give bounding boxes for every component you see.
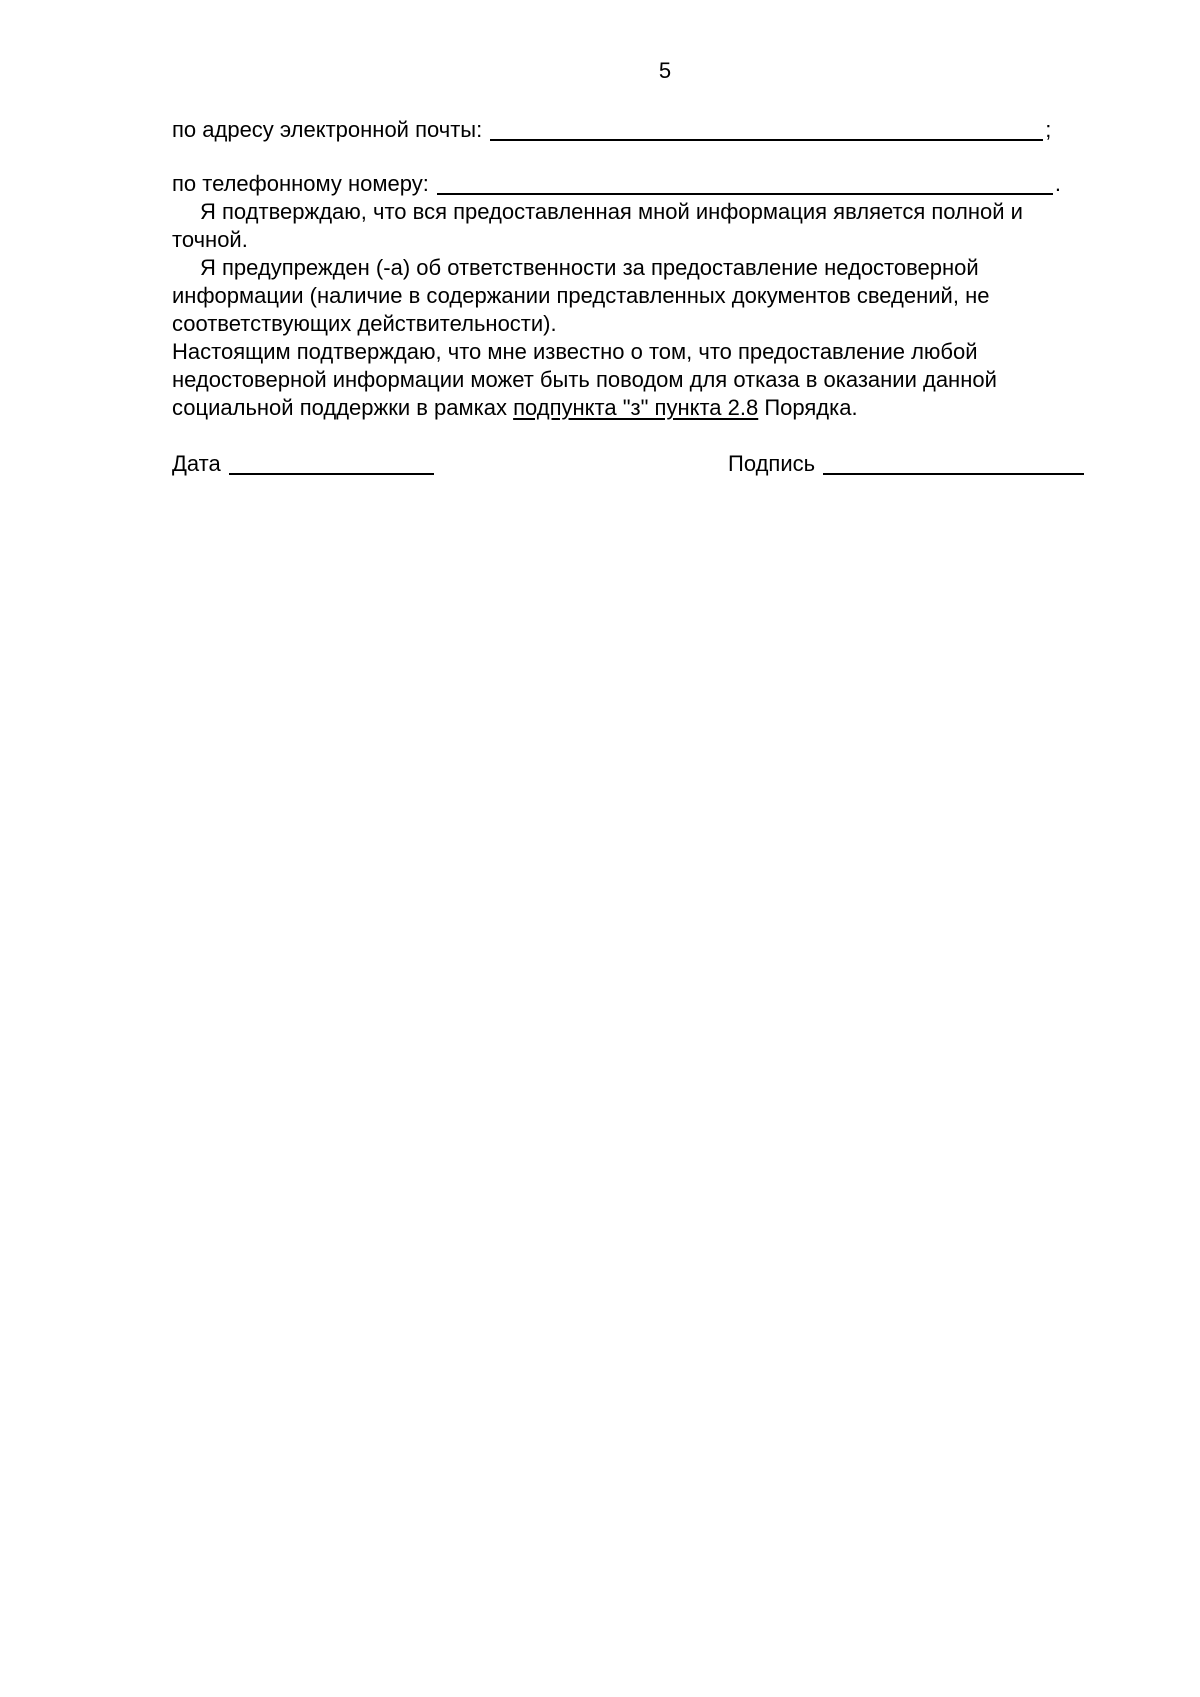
signature-blank-line[interactable] <box>823 451 1084 475</box>
email-end-punctuation: ; <box>1045 117 1052 142</box>
phone-blank-line[interactable] <box>437 171 1053 195</box>
notice-text-before: Настоящим подтверждаю, что мне известно о том, что предоставление любой недостоверной информации может быть поводом для отказа в оказании данной социальной поддержки в рамках <box>172 339 997 420</box>
notice-text-after: Порядка. <box>758 395 858 420</box>
phone-field-row <box>172 168 1098 198</box>
confirm-info-paragraph: Я подтверждаю, что вся предоставленная мной информация является полной и точной. <box>172 199 1023 252</box>
phone-label: по телефонному номеру: <box>172 171 429 196</box>
notice-paragraph <box>172 338 1098 422</box>
email-label: по адресу электронной почты: <box>172 117 483 142</box>
email-blank-line[interactable] <box>490 117 1043 141</box>
document-body <box>172 104 1098 480</box>
email-field-row <box>172 114 1098 144</box>
liability-warning-paragraph: Я предупрежден (-а) об ответственности за предоставление недостоверной информации (наличие в содержании представленных документов сведений, не соответствующих действительности). <box>172 255 990 336</box>
page-number: 5 <box>658 58 672 83</box>
regulation-link[interactable]: подпункта "з" пункта 2.8 <box>513 395 759 420</box>
signature-row <box>172 448 1098 480</box>
date-label: Дата <box>172 451 221 476</box>
signature-group <box>728 448 1084 478</box>
phone-end-punctuation: . <box>1054 171 1061 196</box>
date-group <box>172 448 434 478</box>
signature-label: Подпись <box>728 451 816 476</box>
date-blank-line[interactable] <box>229 451 434 475</box>
